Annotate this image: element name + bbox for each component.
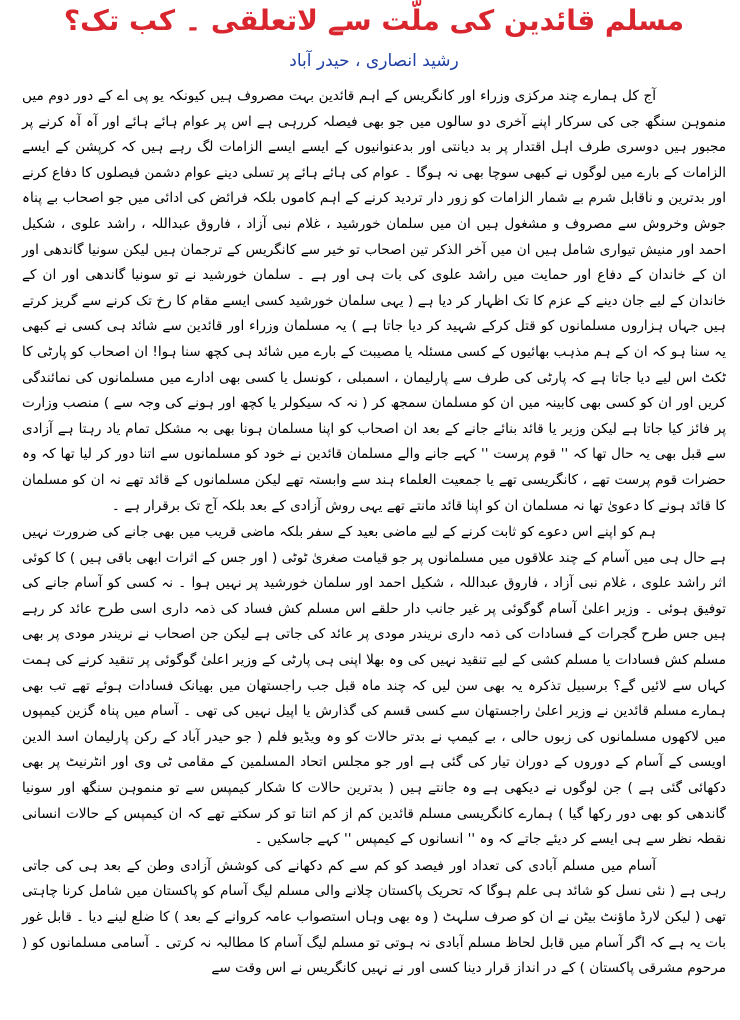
article-body xyxy=(22,84,726,982)
article-paragraph-3: آسام میں مسلم آبادی کی تعداد اور فیصد کو کم سے کم دکھانے کی کوشش آزادی وطن کے بعد ہی کی جاتی رہی ہے ( نئی نسل کو شائد ہی علم ہوگا کہ تحریک پاکستان چلانے والی مسلم لیگ آسام کو پاکستان میں شامل کرنا چاہتی تھی ( لیکن لارڈ ماؤنٹ بیٹن نے ان کو صرف سلہٹ ( وہ بھی وہاں استصواب عامہ کروانے کے بعد ) کا ضلع لینے دیا ۔ قابل غور بات یہ ہے کہ اگر آسام میں قابل لحاظ مسلم آبادی نہ ہوتی تو مسلم لیگ آسام کا مطالبہ نہ کرتی ۔ آسامی مسلمانوں کو ( مرحوم مشرقی پاکستان ) کے در انداز قرار دینا کسی اور نے نہیں کانگریس نے اس وقت سے xyxy=(22,857,726,977)
article-title: مسلم قائدین کی ملّت سے لاتعلقی ۔ کب تک؟ xyxy=(63,4,685,37)
article-byline: رشید انصاری ، حیدر آباد xyxy=(289,51,459,71)
article-paragraph-1: آج کل ہمارے چند مرکزی وزراء اور کانگریس کے اہم قائدین بہت مصروف ہیں کیونکہ یو پی اے کے دور دوم میں منموہن سنگھ جی کی سرکار اپنے آخری دو سالوں میں جو بھی فیصلہ کررہی ہے اس پر عوام ہائے ہائے اور آہ آہ کرنے پر مجبور ہیں دوسری طرف اہل اقتدار پر بد دیانتی اور بدعنوانیوں کے ایسے ایسے الزامات لگ رہے ہیں کہ کرپشن کے ایسے الزامات کے بارے میں لوگوں نے کبھی سوچا بھی نہ ہوگا ۔ عوام کی ہائے ہائے پر تسلی دینے عوام دشمن فیصلوں کا دفاع کرنے اور بدترین و ناقابل شرم بے شمار الزامات کو زور دار تردید کرنے کے اہم کاموں بلکہ فرائض کی ادائی میں جو اصحاب بے پناہ جوش وخروش سے مصروف و مشغول ہیں ان میں سلمان خورشید ، غلام نبی آزاد ، فاروق عبداللہ ، راشد علوی ، شکیل احمد اور منیش تیواری شامل ہیں ان میں آخر الذکر تین اصحاب تو خیر سے کانگریس کے ترجمان ہیں لیکن سونیا گاندھی اور ان کے خاندان کے دفاع اور حمایت میں راشد علوی کی بات ہی اور ہے ۔ سلمان خورشید نے تو سونیا گاندھی اور ان کے خاندان کے لیے جان دینے کے عزم کا تک اظہار کر دیا ہے ( یہی سلمان خورشید کسی ایسے مقام کا رخ تک کرنے سے گریز کرتے ہیں جہاں ہزاروں مسلمانوں کو قتل کرکے شہید کر دیا جاتا ہے ) یہ مسلمان وزراء اور قائدین سے شائد ہی کسی نے کبھی یہ سنا ہو کہ ان کے ہم مذہب بھائیوں کے کسی مسئلہ یا مصیبت کے بارے میں شائد ہی کچھ سنا ہوا! ان اصحاب کو پارٹی کا ٹکٹ اس لیے دیا جاتا ہے کہ پارٹی کی طرف سے پارلیمان ، اسمبلی ، کونسل یا کسی بھی ادارے میں مسلمانوں کی نمائندگی کریں اور ان کو کسی بھی کابینہ میں ان کو مسلمان سمجھ کر ( نہ کہ سیکولر یا کچھ اور ہونے کی وجہ سے ) منصب وزارت پر فائز کیا جاتا ہے لیکن وزیر یا قائد بنائے جانے کے بعد ان اصحاب کو اپنا مسلمان ہونا بھی بہ مشکل تمام یاد رہتا ہے آزادی سے قبل بھی یہ حال تھا کہ '' قوم پرست '' کہے جانے والے مسلمان قائدین نے خود کو مسلمانوں سے اتنا دور کر لیا تھا کہ وہ حضرات قوم پرست تھے ، کانگریسی تھے یا جمعیت العلماء ہند سے وابستہ تھے لیکن مسلمانوں کے قائد تھے نہ ان کو مسلمان کا قائد ہونے کا دعویٰ تھا نہ مسلمان ان کو اپنا قائد مانتے تھے یہی روش آزادی کے بعد بلکہ آج تک برقرار ہے ۔ xyxy=(22,88,726,514)
article-paragraph-2: ہم کو اپنے اس دعوے کو ثابت کرنے کے لیے ماضی بعید کے سفر بلکہ ماضی قریب میں بھی جانے کی ضرورت نہیں ہے حال ہی میں آسام کے چند علاقوں میں مسلمانوں پر جو قیامت صغریٰ ٹوٹی ( اور جس کے اثرات ابھی باقی ہیں ) کا کوئی اثر راشد علوی ، غلام نبی آزاد ، فاروق عبداللہ ، شکیل احمد اور سلمان خورشید پر نہیں ہوا ۔ نہ کسی کو آسام جانے کی توفیق ہوئی ۔ وزیر اعلیٰ آسام گوگوئی پر غیر جانب دار حلقے اس مسلم کش فساد کی ذمہ داری اسی طرح عائد کر رہے ہیں جس طرح گجرات کے فسادات کی ذمہ داری نریندر مودی پر عائد کی جاتی ہے لیکن جن اصحاب نے نریندر مودی پر بھی مسلم کش فسادات یا مسلم کشی کے لیے تنقید نہیں کی وہ بھلا اپنی ہی پارٹی کے وزیر اعلیٰ گوگوئی پر تنقید کرنے کی ہمت کہاں سے لائیں گے؟ برسبیل تذکرہ یہ بھی سن لیں کہ چند ماہ قبل جب راجستھان میں بھیانک فسادات ہوئے تھے تب بھی ہمارے مسلم قائدین نے وزیر اعلیٰ راجستھان سے کسی قسم کی گذارش یا اپیل نہیں کی تھی ۔ آسام میں پناہ گزین کیمپوں میں لاکھوں مسلمانوں کی زبوں حالی ، بے کیمپ نے بدتر حالات کو وہ ویڈیو فلم ( جو حیدر آباد کے رکن پارلیمان اسد الدین اویسی کے آسام کے دوروں کے دوران تیار کی گئی ہے اور جو مجلس اتحاد المسلمین کے مقامی ٹی وی اور انٹرنیٹ پر بھی دکھائی گئی ہے ) جن لوگوں نے دیکھی ہے وہ جانتے ہیں ( بدترین حالات کا شکار کیمپس سے تو منموہن سنگھ اور سونیا گاندھی کو بھی دور رکھا گیا ) ہمارے کانگریسی مسلم قائدین کم از کم اتنا تو کر سکتے تھے کہ ان کیمپس کے حالات انسانی نقطہ نظر سے ہی ایسے کر دیئے جاتے کہ وہ '' انسانوں کے کیمپس '' کہے جاسکیں ۔ xyxy=(22,524,726,848)
